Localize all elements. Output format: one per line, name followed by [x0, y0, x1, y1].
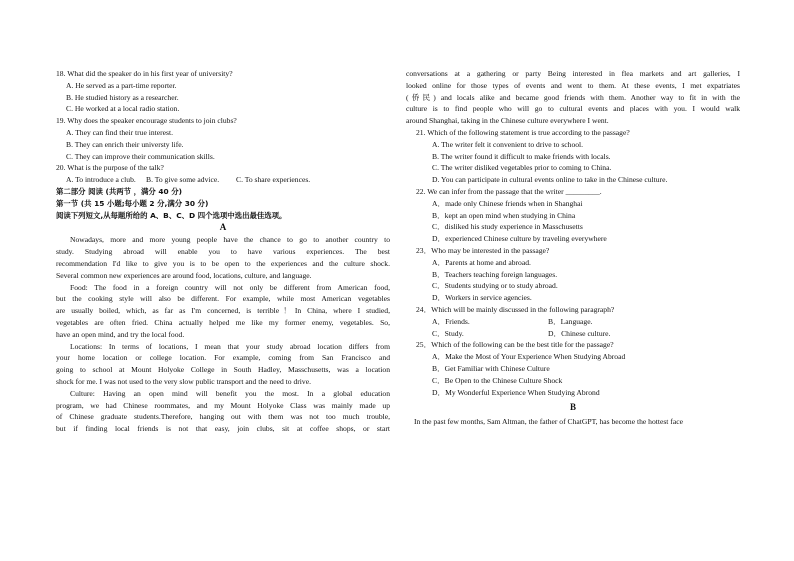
right-column [406, 68, 740, 428]
question-20-option-a: A. To introduce a club. [66, 175, 136, 185]
passage-b-title: B [569, 402, 576, 413]
question-19-option-a: A. They can find their true interest. [66, 127, 173, 137]
question-18-option-b: B. He studied history as a researcher. [66, 92, 179, 102]
question-19-option-c: C. They can improve their communication skills. [66, 151, 215, 161]
passage-a-line: study. Studying abroad will enable you to have various experiences. The best [56, 247, 390, 257]
passage-a-line: vegetables are often fried. China actually helped me like my former enemy, vegetables. So, [56, 317, 390, 327]
question-24-option-d: D．Chinese culture. [548, 328, 611, 338]
passage-a-line: but the cooking style will also be different. For example, while most American vegetables [56, 294, 390, 304]
question-22-option-c: C．disliked his study experience in Masschusetts [432, 222, 583, 232]
question-23-option-d: D．Workers in service agencies. [432, 293, 532, 303]
question-18-option-c: C. He worked at a local radio station. [66, 104, 180, 114]
question-23-option-b: B．Teachers teaching foreign languages. [432, 269, 558, 279]
passage-a-line: around Shanghai, taking in the Chinese culture everywhere I went. [406, 116, 609, 126]
question-19-option-b: B. They can enrich their universty life. [66, 139, 184, 149]
passage-a-line: looked online for those types of events and went to them. At these events, I met expatriates [406, 80, 740, 90]
question-22-option-b: B．kept an open mind when studying in China [432, 210, 576, 220]
question-18-stem: 18. What did the speaker do in his first year of university? [56, 69, 233, 78]
passage-a-line: Several common new experiences are around food, locations, culture, and language. [56, 270, 312, 280]
question-20-options [56, 174, 390, 186]
question-21-option-b: B. The writer found it difficult to make friends with locals. [432, 151, 611, 161]
question-23-option-c: C．Students studying or to study abroad. [432, 281, 558, 291]
question-21-stem: 21. Which of the following statement is true according to the passage? [416, 127, 630, 137]
section-2-part-1-heading: 第一节 (共 15 小题;每小题 2 分,满分 30 分) [56, 198, 209, 208]
question-23-option-a: A．Parents at home and abroad. [432, 257, 531, 267]
question-24-stem: 24．Which will be mainly discussed in the following paragraph? [416, 304, 615, 314]
passage-a-line: are usually boiled, which, as far as I'm concerned, is terrible！In China, where I studied, [56, 306, 390, 316]
question-21-option-d: D. You can participate in cultural events online to take in the Chinese culture. [432, 175, 668, 185]
question-25-option-a: A．Make the Most of Your Experience When Studying Abroad [432, 352, 626, 362]
left-column [56, 68, 390, 435]
passage-a-line: have an open mind, and try the local food. [56, 329, 185, 339]
passage-a-line: but if finding local friends is not that easy, join clubs, sit at coffee shops, or start [56, 424, 390, 434]
question-20-option-b: B. To give some advice. [146, 175, 220, 185]
question-25-option-c: C．Be Open to the Chinese Culture Shock [432, 375, 563, 385]
passage-a-line: shock for me. I was not used to the very slow public transport and the need to drive. [56, 376, 311, 386]
question-18-option-a: A. He served as a part-time reporter. [66, 80, 177, 90]
question-25-option-d: D．My Wonderful Experience When Studying Abrond [432, 387, 600, 397]
passage-a-line: going to school at Mount Holyoke College in South Hadley, Masschusetts, was a location [56, 365, 390, 375]
passage-a-line: conversations at a gathering or party Being interested in flea markets and art galleries, I [406, 69, 740, 78]
question-25-stem: 25．Which of the following can be the best title for the passage? [416, 340, 614, 350]
question-25-option-b: B．Get Familiar with Chinese Culture [432, 363, 550, 373]
passage-a-line: Food: The food in a foreign country will not only be different from American food, [70, 282, 390, 292]
passage-a-line: your home location or college location. For example, coming from San Francisco and [56, 353, 390, 363]
question-21-option-a: A. The writer felt it convenient to drive to school. [432, 139, 584, 149]
question-24-option-b: B．Language. [548, 316, 593, 326]
question-24-options-row-2 [406, 328, 740, 340]
question-20-stem: 20. What is the purpose of the talk? [56, 163, 164, 173]
passage-a-line: program, we had Chinese roommates, and my Mount Holyoke Class was mainly made up [56, 400, 390, 410]
section-2-heading: 第二部分 阅读 (共两节 ，满分 40 分) [56, 186, 182, 196]
reading-instruction: 阅读下列短文,从每题所给的 A、B、C、D 四个选项中选出最佳选项。 [56, 210, 287, 220]
question-20-option-c: C. To share experiences. [236, 175, 311, 185]
question-24-options-row-1 [406, 316, 740, 328]
passage-a-title: A [219, 222, 227, 233]
question-24-option-c: C．Study. [432, 328, 464, 338]
question-22-stem: 22. We can infer from the passage that the writer _________. [416, 186, 602, 196]
passage-a-line: Culture: Having an open mind will benefit you the most. In a global education [70, 388, 390, 398]
passage-a-line: Locations: In terms of locations, I mean that your study abroad location differs from [70, 341, 390, 351]
question-23-stem: 23．Who may be interested in the passage? [416, 245, 550, 255]
passage-a-line: culture is to find people who will go to cultural events and places with you. I would walk [406, 104, 740, 114]
passage-b-line: In the past few months, Sam Altman, the father of ChatGPT, has become the hottest face [414, 417, 683, 427]
passage-a-line: recommendation I'd like to give you is to be open to the experiences and the culture shock. [56, 258, 390, 268]
passage-a-line: of Chinese graduate students.Therefore, hanging out with them was not too much trouble, [56, 412, 390, 422]
question-22-option-d: D．experienced Chinese culture by traveling everywhere [432, 234, 607, 244]
passage-a-line: (侨民) and locals alike and became good friends with them. Another way to fit in with the [406, 92, 740, 102]
question-19-stem: 19. Why does the speaker encourage students to join clubs? [56, 116, 237, 126]
question-24-option-a: A．Friends. [432, 316, 470, 326]
question-22-option-a: A．made only Chinese friends when in Shanghai [432, 198, 583, 208]
passage-a-line: Nowadays, more and more young people have the chance to go to another country to [70, 235, 390, 245]
question-21-option-c: C. The writer disliked vegetables prior to coming to China. [432, 163, 612, 173]
